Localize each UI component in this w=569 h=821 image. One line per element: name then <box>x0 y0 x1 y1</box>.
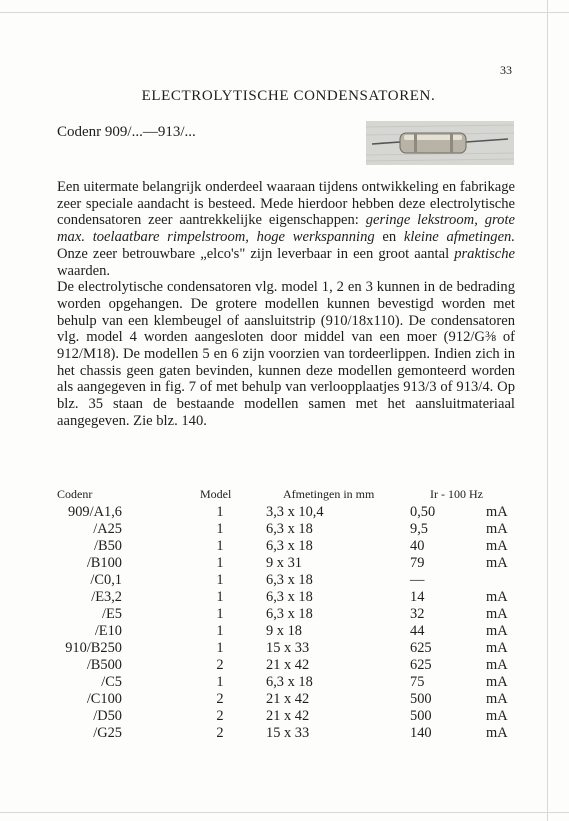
cell-unit: mA <box>486 725 508 741</box>
page-edge-top <box>0 12 569 13</box>
cell-ir: 32 <box>410 606 425 622</box>
cell-model: 1 <box>216 555 224 571</box>
text-and: en <box>374 229 404 246</box>
cell-codenr: 909/A1,6 <box>68 504 122 520</box>
cell-model: 2 <box>216 708 224 724</box>
col-header-model: Model <box>200 487 232 501</box>
col-header-codenr: Codenr <box>57 487 93 501</box>
cell-ir: 75 <box>410 674 425 690</box>
text-properties: geringe lekstroom, grote max. toelaatbare rimpelstroom, hoge werkspanning <box>57 212 515 246</box>
cell-codenr: /B50 <box>94 538 122 554</box>
cell-codenr: /B100 <box>86 555 122 571</box>
cell-unit: mA <box>486 589 508 605</box>
table-row <box>0 674 569 691</box>
cell-model: 1 <box>216 674 224 690</box>
text-mounting: De electrolytische condensatoren vlg. model 1, 2 en 3 kunnen in de bedrading worden opgehangen. De grotere modellen kunnen bevestigd worden met behulp van een klembeugel of aansluitstrip (910/18x110). De condensatoren vlg. model 4 worden aangesloten door middel van een moer (912/G⅜ of 912/M18). De modellen 5 en 6 zijn voorzien van tordeerlippen. Indien zich in het chassis geen gaten bevinden, kunnen deze modellen gemonteerd worden als aangegeven in fig. 7 of met behulp van verloopplaatjes 913/3 of 913/4. Op blz. 35 staan de bestaande modellen samen met het aansluitmateriaal aangegeven. Zie blz. 140. <box>57 279 515 429</box>
cell-model: 1 <box>216 640 224 656</box>
table-row <box>0 657 569 674</box>
table-row <box>0 521 569 538</box>
cell-afmetingen: 15 x 33 <box>266 640 310 656</box>
cell-model: 2 <box>216 691 224 707</box>
cell-codenr: /G25 <box>93 725 122 741</box>
cell-afmetingen: 9 x 31 <box>266 555 302 571</box>
cell-afmetingen: 9 x 18 <box>266 623 302 639</box>
cell-unit: mA <box>486 555 508 571</box>
cell-unit: mA <box>486 623 508 639</box>
cell-model: 1 <box>216 504 224 520</box>
cell-afmetingen: 21 x 42 <box>266 708 310 724</box>
cell-ir: 500 <box>410 708 432 724</box>
cell-ir: 625 <box>410 657 432 673</box>
text-intro: Een uitermate belangrijk onderdeel waaraan tijdens ontwikkeling en fabrikage zeer speciale aandacht is besteed. Mede hierdoor hebben deze electrolytische condensatoren zeer aantrekkelijke eigenschappen: <box>57 179 515 229</box>
cell-model: 1 <box>216 521 224 537</box>
cell-ir: 79 <box>410 555 425 571</box>
cell-unit: mA <box>486 504 508 520</box>
capacitor-table <box>0 504 569 742</box>
cell-codenr: /E5 <box>102 606 122 622</box>
cell-ir: 625 <box>410 640 432 656</box>
codenr-heading: Codenr 909/...—913/... <box>57 124 196 140</box>
cell-afmetingen: 21 x 42 <box>266 657 310 673</box>
cell-codenr: /C100 <box>86 691 122 707</box>
col-header-afmetingen: Afmetingen in mm <box>283 487 375 501</box>
cell-ir: 44 <box>410 623 425 639</box>
cell-afmetingen: 21 x 42 <box>266 691 310 707</box>
cell-unit: mA <box>486 538 508 554</box>
cell-unit: mA <box>486 606 508 622</box>
page-number: 33 <box>500 63 512 77</box>
cell-ir: 9,5 <box>410 521 428 537</box>
cell-unit: mA <box>486 521 508 537</box>
cell-ir: 14 <box>410 589 425 605</box>
col-header-ir: Ir - 100 Hz <box>430 487 483 501</box>
cell-afmetingen: 6,3 x 18 <box>266 538 313 554</box>
cell-afmetingen: 15 x 33 <box>266 725 310 741</box>
text-elcos: Onze zeer betrouwbare „elco's" zijn leverbaar in een groot aantal <box>57 245 455 262</box>
table-row <box>0 606 569 623</box>
cell-codenr: /E3,2 <box>91 589 122 605</box>
cell-codenr: /B500 <box>86 657 122 673</box>
cell-unit: mA <box>486 674 508 690</box>
cell-ir: 0,50 <box>410 504 436 520</box>
page-title: ELECTROLYTISCHE CONDENSATOREN. <box>141 88 436 104</box>
table-row <box>0 538 569 555</box>
table-row <box>0 725 569 742</box>
table-row <box>0 504 569 521</box>
cell-codenr: 910/B250 <box>65 640 122 656</box>
cell-codenr: /C0,1 <box>90 572 122 588</box>
cell-afmetingen: 6,3 x 18 <box>266 674 313 690</box>
description-paragraph <box>57 179 515 430</box>
cell-model: 1 <box>216 572 224 588</box>
table-row <box>0 555 569 572</box>
table-row <box>0 691 569 708</box>
cell-model: 2 <box>216 725 224 741</box>
cell-model: 1 <box>216 589 224 605</box>
cell-ir: — <box>410 572 425 588</box>
cell-model: 1 <box>216 623 224 639</box>
cell-model: 1 <box>216 606 224 622</box>
cell-unit: mA <box>486 657 508 673</box>
cell-afmetingen: 6,3 x 18 <box>266 521 313 537</box>
page-edge-bottom <box>0 812 569 813</box>
table-row <box>0 623 569 640</box>
cell-codenr: /D50 <box>93 708 122 724</box>
table-row <box>0 708 569 725</box>
table-row <box>0 640 569 657</box>
table-header <box>0 487 569 503</box>
cell-codenr: /A25 <box>93 521 122 537</box>
cell-codenr: /E10 <box>94 623 122 639</box>
capacitor-photo <box>366 121 514 165</box>
text-practical: praktische <box>454 245 515 262</box>
cell-model: 1 <box>216 538 224 554</box>
cell-unit: mA <box>486 691 508 707</box>
cell-ir: 140 <box>410 725 432 741</box>
cell-afmetingen: 3,3 x 10,4 <box>266 504 324 520</box>
cell-ir: 40 <box>410 538 425 554</box>
cell-afmetingen: 6,3 x 18 <box>266 606 313 622</box>
cell-afmetingen: 6,3 x 18 <box>266 572 313 588</box>
cell-unit: mA <box>486 640 508 656</box>
cell-afmetingen: 6,3 x 18 <box>266 589 313 605</box>
text-values: waarden. <box>57 262 111 279</box>
table-row <box>0 572 569 589</box>
cell-codenr: /C5 <box>101 674 122 690</box>
text-small-dimensions: kleine afmetingen. <box>403 229 515 246</box>
cell-model: 2 <box>216 657 224 673</box>
table-row <box>0 589 569 606</box>
cell-unit: mA <box>486 708 508 724</box>
cell-ir: 500 <box>410 691 432 707</box>
